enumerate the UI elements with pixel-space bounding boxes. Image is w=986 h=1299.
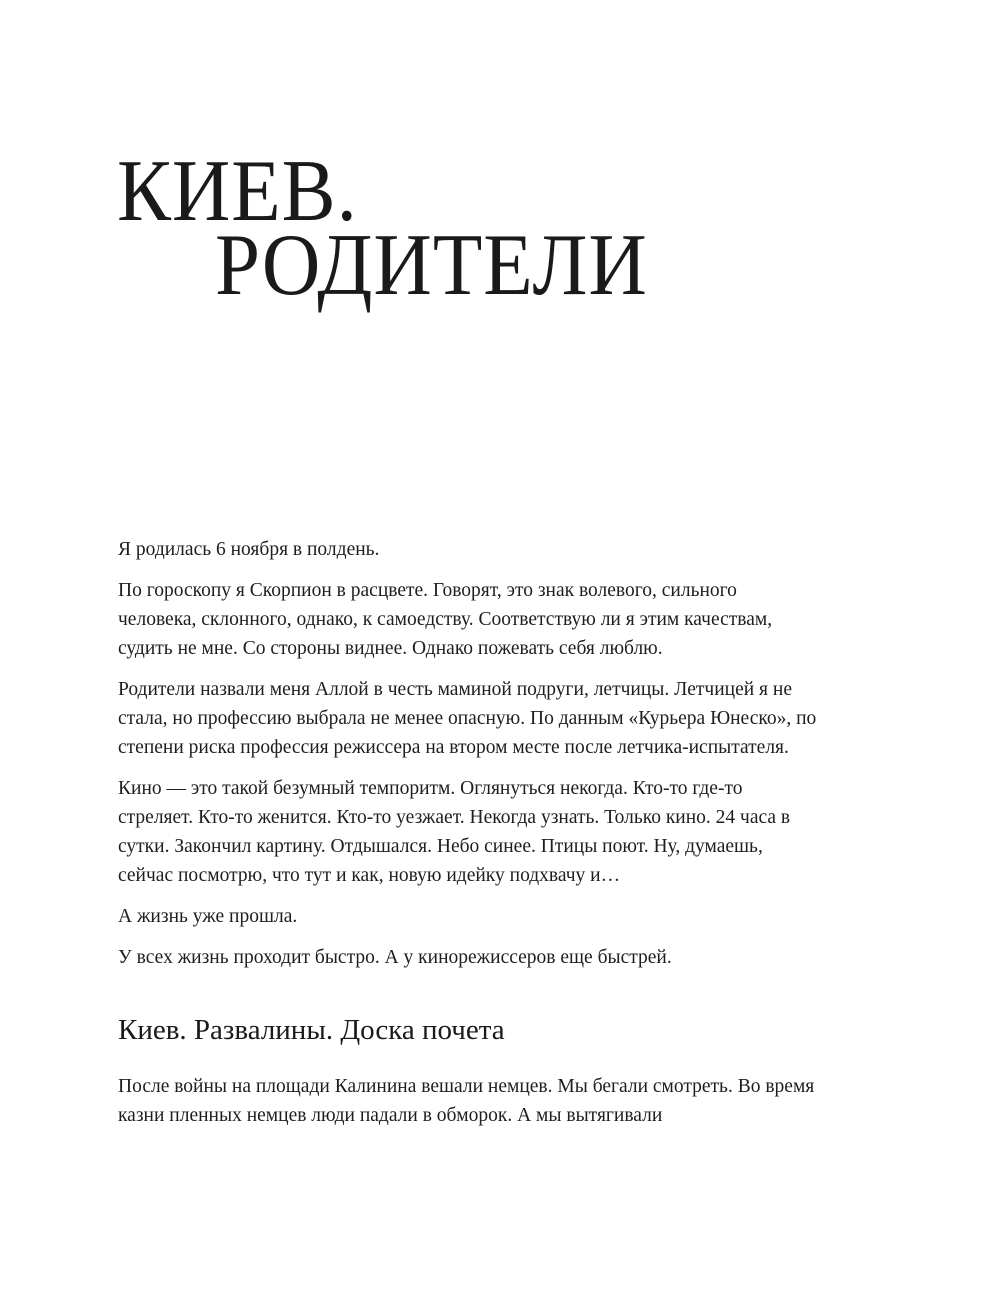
chapter-title-line-2: РОДИТЕЛИ xyxy=(215,217,648,314)
paragraph: Я родилась 6 ноября в полдень. xyxy=(118,539,380,560)
section-paragraph: После войны на площади Калинина вешали немцев. Мы бегали смотреть. Во время казни пленных немцев люди падали в обморок. А мы вытягивали xyxy=(118,1076,815,1126)
paragraph: Родители назвали меня Аллой в честь маминой подруги, летчицы. Летчицей я не стала, но профессию выбрала не менее опасную. По данным «Курьера Юнеско», по степени риска профессия режиссера на втором месте после летчика-испытателя. xyxy=(118,679,817,758)
paragraph: А жизнь уже прошла. xyxy=(118,906,298,927)
paragraph: По гороскопу я Скорпион в расцвете. Говорят, это знак волевого, сильного человека, склонного, однако, к самоедству. Соответствую ли я этим качествам, судить не мне. Со стороны виднее. Однако пожевать себя люблю. xyxy=(118,580,773,659)
paragraph: Кино — это такой безумный темпоритм. Оглянуться некогда. Кто-то где-то стреляет. Кто-то женится. Кто-то уезжает. Некогда узнать. Только кино. 24 часа в сутки. Закончил картину. Отдышался. Небо синее. Птицы поют. Ну, думаешь, сейчас посмотрю, что тут и как, новую идейку подхвачу и… xyxy=(118,778,791,886)
paragraph: У всех жизнь проходит быстро. А у кинорежиссеров еще быстрей. xyxy=(118,947,672,968)
section-heading: Киев. Развалины. Доска почета xyxy=(118,1014,505,1046)
chapter-title-line-1: КИЕВ. xyxy=(117,143,358,240)
body-text xyxy=(118,535,818,1142)
